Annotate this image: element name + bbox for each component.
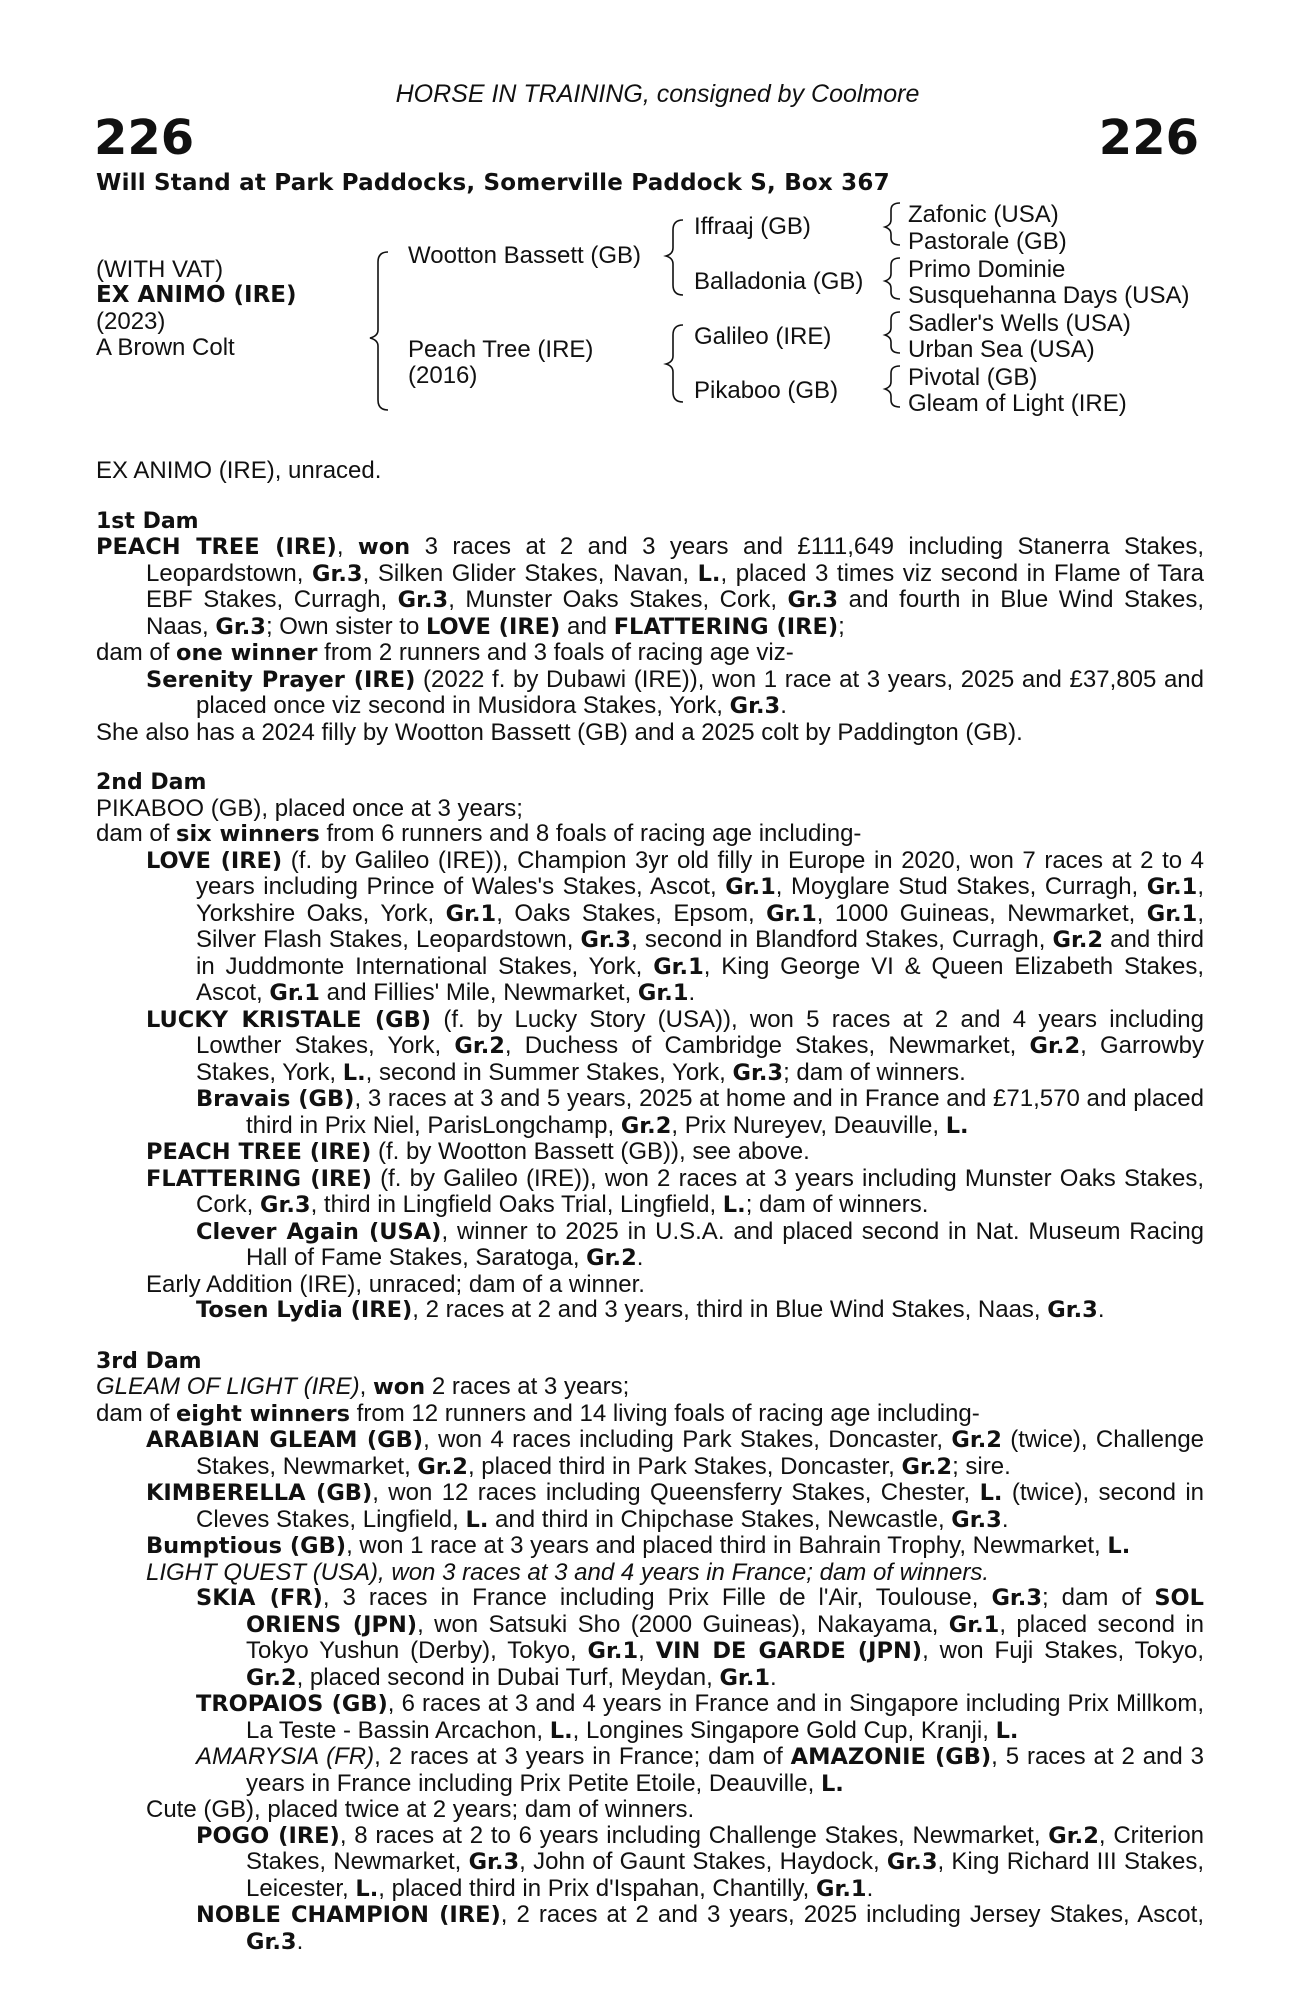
- text-run: , placed third in Prix d'Ispahan, Chantilly,: [378, 1874, 816, 1902]
- text-run: , King Richard III Stakes, Leicester,: [246, 1848, 1204, 1902]
- bold-run: Gr.1: [719, 1664, 771, 1691]
- brace-gen1: [370, 252, 388, 410]
- text-run: , Munster Oaks Stakes, Cork,: [448, 586, 788, 613]
- text-run: , John of Gaunt Stakes, Haydock,: [519, 1848, 887, 1875]
- bold-run: L.: [549, 1717, 573, 1744]
- text-run: , 2 races at 3 years in France; dam of: [374, 1743, 791, 1770]
- text-run: , placed 3 times viz second in Flame of Tara EBF Stakes, Curragh,: [146, 559, 1204, 613]
- text-run: 3 races at 2 and 3 years and £111,649 including Stanerra Stakes, Leopardstown,: [146, 533, 1204, 587]
- gen3-3: Primo Dominie: [908, 256, 1066, 283]
- text-run: ,: [638, 1637, 656, 1664]
- produce-entry: [96, 1166, 1204, 1219]
- bold-run: ARABIAN GLEAM (GB): [146, 1427, 424, 1453]
- bold-run: Gr.1: [1146, 900, 1198, 927]
- bold-run: Gr.2: [1029, 1033, 1081, 1059]
- bold-run: L.: [342, 1059, 366, 1086]
- dam-sire: Galileo (IRE): [694, 323, 832, 350]
- produce-entry: [96, 1744, 1204, 1797]
- produce-summary: [96, 640, 1204, 667]
- bold-run: won: [357, 534, 411, 560]
- text-run: , placed third in Park Stakes, Doncaster,: [467, 1452, 902, 1480]
- text-run: and: [560, 612, 614, 640]
- dam-record: [96, 1374, 1204, 1401]
- bold-run: Gr.2: [951, 1427, 1002, 1453]
- text-run: , 3 races at 3 and 5 years, 2025 at home and in France and £71,570 and placed third in Prix Niel, ParisLongchamp,: [246, 1085, 1205, 1139]
- bold-run: won: [372, 1374, 426, 1400]
- italic-run: GLEAM OF LIGHT (IRE): [96, 1373, 360, 1400]
- text-run: .: [780, 692, 787, 719]
- bold-run: SOL ORIENS (JPN): [246, 1585, 1205, 1638]
- bold-run: Bumptious (GB): [146, 1533, 347, 1559]
- bold-run: Gr.3: [991, 1585, 1042, 1611]
- bold-run: Gr.3: [951, 1506, 1002, 1533]
- dam-dam: Pikaboo (GB): [694, 377, 839, 404]
- text-run: ,: [359, 1373, 373, 1400]
- text-run: , third in Lingfield Oaks Trial, Lingfield,: [310, 1191, 723, 1218]
- dam-record: [96, 534, 1204, 640]
- text-run: ; dam of winners.: [745, 1191, 929, 1218]
- text-run: , second in Summer Stakes, York,: [365, 1058, 733, 1086]
- text-run: (twice), second in Cleves Stakes, Lingfield,: [196, 1479, 1204, 1533]
- bold-run: Tosen Lydia (IRE): [196, 1297, 413, 1323]
- bold-run: SKIA (FR): [196, 1585, 323, 1611]
- text-run: and third in Juddmonte International Stakes, York,: [196, 926, 1204, 980]
- produce-entry: [96, 1797, 1204, 1823]
- text-run: , winner to 2025 in U.S.A. and placed second in Nat. Museum Racing Hall of Fame Stakes, Saratoga,: [246, 1217, 1205, 1271]
- text-run: (f. by Wootton Bassett (GB)), see above.: [371, 1138, 810, 1165]
- section-heading: 1st Dam: [96, 508, 199, 534]
- text-run: , won 12 races including Queensferry Stakes, Chester,: [372, 1479, 980, 1506]
- produce-entry: [96, 1533, 1204, 1560]
- italic-run: , won 3 races at 3 and 4 years in France; dam of winners.: [378, 1558, 989, 1586]
- bold-run: L.: [1107, 1533, 1131, 1559]
- gen3-5: Sadler's Wells (USA): [908, 310, 1131, 337]
- bold-run: one winner: [176, 640, 318, 666]
- vat-note: (WITH VAT): [96, 256, 224, 283]
- text-run: (f. by Galileo (IRE)), won 2 races at 3 years including Munster Oaks Stakes, Cork,: [196, 1164, 1205, 1218]
- bold-run: LOVE (IRE): [146, 847, 283, 874]
- gen3-6: Urban Sea (USA): [908, 336, 1095, 363]
- bold-run: L.: [945, 1112, 969, 1139]
- text-run: , 8 races at 2 to 6 years including Challenge Stakes, Newmarket,: [339, 1821, 1049, 1849]
- brace-balladonia: [885, 258, 900, 299]
- text-run: , Silken Glider Stakes, Navan,: [362, 559, 698, 587]
- text-run: , Criterion Stakes, Newmarket,: [246, 1821, 1205, 1875]
- bold-run: Serenity Prayer (IRE): [146, 666, 416, 693]
- produce-entry: [96, 1272, 1204, 1298]
- bold-run: Gr.2: [454, 1033, 505, 1059]
- text-run: and third in Chipchase Stakes, Newcastle,: [488, 1505, 952, 1533]
- dam: Peach Tree (IRE): [408, 336, 594, 363]
- produce-summary: [96, 1401, 1204, 1428]
- text-run: , won 4 races including Park Stakes, Doncaster,: [423, 1426, 952, 1453]
- produce-entry: [96, 1585, 1204, 1691]
- bold-run: LUCKY KRISTALE (GB): [146, 1006, 432, 1033]
- text-run: , Moyglare Stud Stakes, Curragh,: [775, 873, 1147, 900]
- stabling-line: Will Stand at Park Paddocks, Somerville Paddock S, Box 367: [96, 170, 890, 196]
- text-run: , second in Blandford Stakes, Curragh,: [631, 926, 1053, 953]
- text-run: , placed second in Dubai Turf, Meydan,: [296, 1663, 720, 1691]
- text-run: , 1000 Guineas, Newmarket,: [816, 899, 1147, 927]
- text-run: , 5 races at 2 and 3 years in France including Prix Petite Etoile, Deauville,: [246, 1743, 1205, 1797]
- produce-entry: [96, 1007, 1204, 1087]
- bold-run: Gr.1: [1146, 874, 1198, 900]
- section-heading: 2nd Dam: [96, 770, 207, 795]
- bold-run: Gr.3: [1047, 1297, 1098, 1323]
- bold-run: L.: [465, 1506, 489, 1533]
- text-run: , Yorkshire Oaks, York,: [196, 873, 1205, 927]
- text-run: , 2 races at 2 and 3 years, 2025 including Jersey Stakes, Ascot,: [500, 1901, 1204, 1928]
- bold-run: Gr.2: [901, 1453, 953, 1480]
- bold-run: Gr.1: [637, 980, 689, 1006]
- text-run: and fourth in Blue Wind Stakes, Naas,: [146, 586, 1204, 640]
- produce-entry: [96, 1902, 1204, 1955]
- bold-run: Gr.1: [766, 900, 817, 927]
- text-run: .: [770, 1663, 777, 1691]
- brace-iffraaj: [885, 203, 900, 245]
- bold-run: Clever Again (USA): [196, 1218, 442, 1245]
- brace-pikaboo: [885, 366, 900, 407]
- bold-run: PEACH TREE (IRE): [96, 534, 337, 560]
- brace-sire: [666, 220, 683, 295]
- bold-run: Gr.1: [587, 1638, 639, 1664]
- text-run: , Prix Nureyev, Deauville,: [671, 1111, 946, 1139]
- produce-entry: [96, 1219, 1204, 1272]
- bold-run: FLATTERING (IRE): [146, 1165, 372, 1192]
- brace-galileo: [885, 312, 900, 353]
- bold-run: Gr.3: [580, 927, 632, 953]
- text-run: ; Own sister to: [265, 612, 426, 640]
- bold-run: L.: [995, 1717, 1019, 1744]
- produce-entry: [96, 1691, 1204, 1744]
- bold-run: NOBLE CHAMPION (IRE): [196, 1902, 501, 1928]
- produce-summary: [96, 821, 1204, 848]
- text-run: , Duchess of Cambridge Stakes, Newmarket,: [504, 1032, 1030, 1059]
- bold-run: Gr.1: [653, 953, 704, 980]
- sire-dam: Balladonia (GB): [694, 268, 864, 295]
- bold-run: Gr.3: [397, 587, 449, 613]
- bold-run: Gr.2: [246, 1664, 297, 1691]
- text-run: Early Addition (IRE), unraced; dam of a winner.: [146, 1270, 645, 1298]
- bold-run: TROPAIOS (GB): [196, 1691, 388, 1717]
- text-run: dam of: [96, 639, 177, 666]
- dam-record: [96, 796, 1204, 822]
- text-run: (2022 f. by Dubawi (IRE)), won 1 race at 3 years, 2025 and £37,805 and placed once viz second in Musidora Stakes, York,: [196, 665, 1204, 719]
- text-run: , 3 races in France including Prix Fille de l'Air, Toulouse,: [322, 1584, 992, 1611]
- text-run: , won Satsuki Sho (2000 Guineas), Nakayama,: [417, 1610, 949, 1638]
- bold-run: Gr.2: [620, 1112, 672, 1139]
- text-run: .: [636, 1244, 644, 1271]
- bold-run: L.: [722, 1192, 746, 1218]
- text-run: 2 races at 3 years;: [425, 1373, 630, 1400]
- text-run: ; dam of: [1042, 1584, 1155, 1611]
- dam-year: (2016): [408, 362, 478, 389]
- produce-entry: [96, 1480, 1204, 1533]
- bold-run: Gr.3: [312, 560, 363, 587]
- bold-run: Gr.1: [725, 874, 776, 900]
- text-run: , 6 races at 3 and 4 years in France and in Singapore including Prix Millkom, La Teste - Bassin Arcachon,: [246, 1690, 1204, 1744]
- bold-run: Gr.1: [816, 1875, 867, 1902]
- text-run: (f. by Galileo (IRE)), Champion 3yr old filly in Europe in 2020, won 7 races at 2 to 4 years including Prince of Wales's Stakes, Ascot,: [196, 846, 1205, 900]
- catalogue-body: [96, 458, 1204, 1955]
- produce-entry: [96, 1560, 1204, 1586]
- bold-run: eight winners: [176, 1400, 351, 1427]
- text-run: and Fillies' Mile, Newmarket,: [319, 979, 638, 1006]
- bold-run: Gr.2: [1052, 927, 1104, 953]
- gen3-7: Pivotal (GB): [908, 364, 1038, 391]
- bold-run: L.: [979, 1480, 1003, 1506]
- text-run: ; sire.: [952, 1452, 1011, 1480]
- bold-run: AMAZONIE (GB): [790, 1744, 992, 1770]
- text-run: , King George VI & Queen Elizabeth Stakes, Ascot,: [196, 952, 1204, 1006]
- bold-run: FLATTERING (IRE): [613, 613, 839, 640]
- text-run: .: [1001, 1505, 1009, 1533]
- text-run: , Garrowby Stakes, York,: [196, 1032, 1204, 1086]
- text-run: , 2 races at 2 and 3 years, third in Blue Wind Stakes, Naas,: [412, 1296, 1048, 1323]
- bold-run: LOVE (IRE): [425, 613, 561, 640]
- produce-entry: [96, 1139, 1204, 1166]
- bold-run: PEACH TREE (IRE): [146, 1139, 372, 1165]
- horse-description: A Brown Colt: [96, 334, 235, 361]
- text-run: She also has a 2024 filly by Wootton Bassett (GB) and a 2025 colt by Paddington (GB).: [96, 718, 1023, 746]
- text-run: PIKABOO (GB), placed once at 3 years;: [96, 794, 523, 822]
- bold-run: Gr.1: [269, 980, 320, 1006]
- pedigree-brackets: [0, 0, 1315, 430]
- text-run: , Oaks Stakes, Epsom,: [496, 899, 767, 927]
- bold-run: Gr.3: [468, 1849, 520, 1875]
- text-run: , placed second in Tokyo Yushun (Derby), Tokyo,: [246, 1610, 1205, 1664]
- italic-run: LIGHT QUEST (USA): [146, 1558, 379, 1586]
- bold-run: Gr.2: [417, 1453, 468, 1480]
- consignment-line: HORSE IN TRAINING, consigned by Coolmore: [395, 80, 920, 108]
- text-run: , Longines Singapore Gold Cup, Kranji,: [572, 1716, 996, 1744]
- text-run: ; dam of winners.: [783, 1058, 966, 1086]
- horse-name: EX ANIMO (IRE): [96, 282, 297, 308]
- bold-run: Gr.3: [215, 613, 266, 640]
- bold-run: Gr.1: [948, 1611, 1000, 1638]
- bold-run: L.: [820, 1770, 844, 1797]
- produce-entry: [96, 848, 1204, 1007]
- lot-number-right: 226: [1098, 110, 1199, 166]
- gen3-8: Gleam of Light (IRE): [908, 390, 1127, 417]
- produce-entry: [96, 1823, 1204, 1903]
- bold-run: Gr.3: [260, 1192, 311, 1218]
- gen3-2: Pastorale (GB): [908, 228, 1067, 255]
- text-run: .: [688, 979, 696, 1006]
- produce-entry: [96, 667, 1204, 720]
- italic-run: AMARYSIA (FR): [196, 1743, 375, 1770]
- bold-run: Gr.3: [729, 693, 781, 719]
- text-run: from 12 runners and 14 living foals of racing age including-: [350, 1399, 980, 1427]
- text-run: (twice), Challenge Stakes, Newmarket,: [196, 1426, 1205, 1480]
- gen3-1: Zafonic (USA): [908, 201, 1059, 228]
- text-run: .: [866, 1874, 874, 1902]
- bold-run: Gr.3: [787, 587, 839, 613]
- bold-run: Gr.3: [732, 1059, 784, 1086]
- bold-run: Gr.3: [886, 1849, 938, 1875]
- bold-run: KIMBERELLA (GB): [146, 1480, 373, 1506]
- text-run: ,: [336, 533, 358, 560]
- lot-number-left: 226: [94, 110, 195, 166]
- bold-run: VIN DE GARDE (JPN): [655, 1638, 923, 1664]
- bold-run: POGO (IRE): [196, 1822, 340, 1849]
- bold-run: six winners: [176, 821, 320, 847]
- text-run: ;: [838, 612, 845, 640]
- text-run: dam of: [96, 820, 177, 847]
- bold-run: Gr.3: [246, 1928, 297, 1955]
- text-run: Cute (GB), placed twice at 2 years; dam of winners.: [146, 1796, 695, 1823]
- intro-line: EX ANIMO (IRE), unraced.: [96, 457, 382, 484]
- text-run: (f. by Lucky Story (USA)), won 5 races at 2 and 4 years including Lowther Stakes, York,: [196, 1005, 1204, 1059]
- sire: Wootton Bassett (GB): [408, 242, 641, 269]
- produce-entry: [96, 1297, 1204, 1324]
- text-run: , won 1 race at 3 years and placed third in Bahrain Trophy, Newmarket,: [346, 1532, 1108, 1559]
- brace-dam: [666, 325, 683, 402]
- text-run: from 2 runners and 3 foals of racing age viz-: [317, 639, 794, 666]
- text-run: dam of: [96, 1399, 177, 1427]
- horse-year: (2023): [96, 308, 166, 335]
- section-heading: 3rd Dam: [96, 1348, 202, 1374]
- bold-run: Gr.2: [586, 1245, 637, 1271]
- text-run: , Silver Flash Stakes, Leopardstown,: [196, 899, 1204, 953]
- text-run: , won Fuji Stakes, Tokyo,: [922, 1637, 1204, 1664]
- bold-run: Bravais (GB): [196, 1086, 355, 1112]
- gen3-4: Susquehanna Days (USA): [908, 282, 1190, 309]
- bold-run: Gr.1: [445, 900, 497, 927]
- text-run: .: [296, 1927, 304, 1955]
- sire-sire: Iffraaj (GB): [694, 213, 811, 240]
- bold-run: L.: [697, 560, 721, 587]
- produce-note: [96, 720, 1204, 746]
- produce-entry: [96, 1427, 1204, 1480]
- bold-run: L.: [355, 1875, 379, 1902]
- text-run: from 6 runners and 8 foals of racing age including-: [319, 820, 862, 847]
- text-run: .: [1097, 1296, 1105, 1323]
- produce-entry: [96, 1086, 1204, 1139]
- bold-run: Gr.2: [1048, 1822, 1099, 1849]
